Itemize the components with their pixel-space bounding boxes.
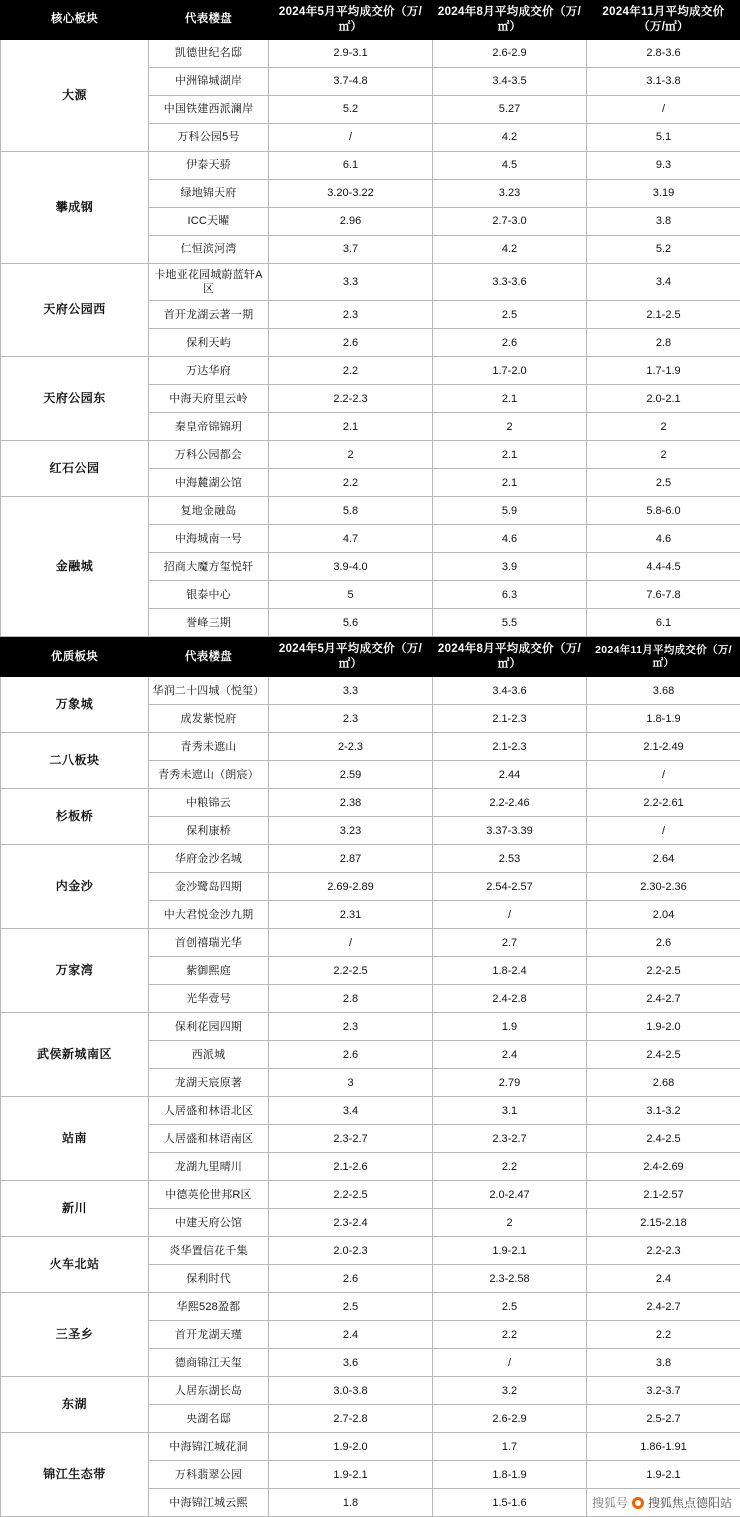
price-may-cell: 2.8 [269, 985, 433, 1013]
price-aug-cell: 2.1 [433, 469, 587, 497]
price-may-cell: 2.3 [269, 301, 433, 329]
price-may-cell: 2.2-2.3 [269, 385, 433, 413]
project-cell: 保利时代 [149, 1265, 269, 1293]
project-cell: 人居盛和林语北区 [149, 1097, 269, 1125]
project-cell: 西派城 [149, 1041, 269, 1069]
price-nov-cell: 3.1-3.8 [587, 67, 740, 95]
sector-cell: 红石公园 [1, 441, 149, 497]
price-may-cell: 5.8 [269, 497, 433, 525]
table-row [1, 263, 740, 301]
project-cell: 华润二十四城（悦玺） [149, 677, 269, 705]
price-may-cell: 2.38 [269, 789, 433, 817]
sector-cell: 武侯新城南区 [1, 1013, 149, 1097]
price-aug-cell: 2 [433, 1209, 587, 1237]
price-aug-cell: 2.54-2.57 [433, 873, 587, 901]
project-cell: 中德英伦世邦R区 [149, 1181, 269, 1209]
price-may-cell: 5 [269, 581, 433, 609]
price-nov-cell: 4.4-4.5 [587, 553, 740, 581]
project-cell: 首开龙湖云著一期 [149, 301, 269, 329]
price-aug-cell: 2.1 [433, 385, 587, 413]
project-cell: 龙湖天宸原著 [149, 1069, 269, 1097]
project-cell: 卡地亚花园城蔚蓝轩A区 [149, 263, 269, 301]
price-aug-cell: 2.0-2.47 [433, 1181, 587, 1209]
price-aug-cell: 4.6 [433, 525, 587, 553]
project-cell: 成发紫悦府 [149, 705, 269, 733]
price-nov-cell: 2.4-2.5 [587, 1125, 740, 1153]
price-may-cell: 5.6 [269, 609, 433, 637]
price-may-cell: 2.6 [269, 1265, 433, 1293]
price-aug-cell: 3.1 [433, 1097, 587, 1125]
price-aug-cell: 4.2 [433, 235, 587, 263]
project-cell: 光华壹号 [149, 985, 269, 1013]
project-cell: 青秀未遮山（朗宸） [149, 761, 269, 789]
price-aug-cell: 3.2 [433, 1377, 587, 1405]
price-may-cell: 2.4 [269, 1321, 433, 1349]
price-nov-cell: 6.1 [587, 609, 740, 637]
price-may-cell: 3.7-4.8 [269, 67, 433, 95]
project-cell: 中洲锦城湖岸 [149, 67, 269, 95]
sector-cell: 新川 [1, 1181, 149, 1237]
price-aug-cell: 2.1-2.3 [433, 705, 587, 733]
price-may-cell: 2.2 [269, 357, 433, 385]
price-aug-cell: 2.5 [433, 1293, 587, 1321]
price-aug-cell: 6.3 [433, 581, 587, 609]
price-may-cell: / [269, 123, 433, 151]
price-nov-cell: 3.8 [587, 207, 740, 235]
sector-cell: 杉板桥 [1, 789, 149, 845]
price-aug-cell: 5.9 [433, 497, 587, 525]
price-nov-cell: 2.2-2.3 [587, 1237, 740, 1265]
price-aug-cell: 3.23 [433, 179, 587, 207]
price-may-cell: 3 [269, 1069, 433, 1097]
price-nov-cell: 3.8 [587, 1349, 740, 1377]
price-aug-cell: 2.5 [433, 301, 587, 329]
price-nov-cell: 1.7-1.9 [587, 357, 740, 385]
sector-cell: 二八板块 [1, 733, 149, 789]
sector-cell: 站南 [1, 1097, 149, 1181]
table-row [1, 733, 740, 761]
table-row [1, 1433, 740, 1461]
watermark-account: 搜狐焦点德阳站 [648, 1494, 732, 1511]
price-may-cell: 3.3 [269, 677, 433, 705]
price-may-cell: 3.3 [269, 263, 433, 301]
price-may-cell: 3.20-3.22 [269, 179, 433, 207]
project-cell: 华熙528盈都 [149, 1293, 269, 1321]
price-nov-cell: 2.1-2.57 [587, 1181, 740, 1209]
project-cell: 万科公园5号 [149, 123, 269, 151]
project-cell: 仁恒滨河湾 [149, 235, 269, 263]
price-may-cell: 6.1 [269, 151, 433, 179]
price-may-cell: 2.1-2.6 [269, 1153, 433, 1181]
project-cell: 复地金融岛 [149, 497, 269, 525]
project-cell: 招商大魔方玺悦轩 [149, 553, 269, 581]
project-cell: 首开龙湖天瑾 [149, 1321, 269, 1349]
project-cell: 首创禧瑞光华 [149, 929, 269, 957]
price-aug-cell: 2.4-2.8 [433, 985, 587, 1013]
column-header-3: 2024年5月平均成交价（万/㎡） [269, 1, 433, 40]
project-cell: ICC天曜 [149, 207, 269, 235]
column-header-3: 2024年5月平均成交价（万/㎡） [269, 638, 433, 677]
price-may-cell: 2.3-2.7 [269, 1125, 433, 1153]
price-nov-cell: / [587, 761, 740, 789]
price-nov-cell: 3.19 [587, 179, 740, 207]
price-may-cell: 3.7 [269, 235, 433, 263]
watermark-label: 搜狐号 [592, 1494, 628, 1511]
price-nov-cell: 1.9-2.0 [587, 1013, 740, 1041]
sector-cell: 锦江生态带 [1, 1433, 149, 1517]
project-cell: 万科翡翠公园 [149, 1461, 269, 1489]
sector-cell: 金融城 [1, 497, 149, 637]
project-cell: 德商锦江天玺 [149, 1349, 269, 1377]
price-aug-cell: 3.9 [433, 553, 587, 581]
price-aug-cell: 5.27 [433, 95, 587, 123]
price-may-cell: 2.6 [269, 329, 433, 357]
price-may-cell: 4.7 [269, 525, 433, 553]
project-cell: 保利花园四期 [149, 1013, 269, 1041]
price-nov-cell: 2.5 [587, 469, 740, 497]
price-nov-cell: 2.2-2.5 [587, 957, 740, 985]
table-row [1, 151, 740, 179]
price-may-cell: 2.59 [269, 761, 433, 789]
sector-cell: 万家湾 [1, 929, 149, 1013]
price-aug-cell: 4.2 [433, 123, 587, 151]
price-may-cell: 2.2 [269, 469, 433, 497]
project-cell: 伊泰天骄 [149, 151, 269, 179]
price-nov-cell: 2.15-2.18 [587, 1209, 740, 1237]
price-may-cell: 2.9-3.1 [269, 39, 433, 67]
price-aug-cell: / [433, 1349, 587, 1377]
price-may-cell: 3.23 [269, 817, 433, 845]
price-may-cell: 2 [269, 441, 433, 469]
price-may-cell: 2.2-2.5 [269, 1181, 433, 1209]
price-nov-cell: 5.8-6.0 [587, 497, 740, 525]
project-cell: 炎华置信花千集 [149, 1237, 269, 1265]
price-may-cell: 5.2 [269, 95, 433, 123]
price-may-cell: 1.8 [269, 1489, 433, 1517]
price-nov-cell: 2.4-2.69 [587, 1153, 740, 1181]
price-aug-cell: 2.1 [433, 441, 587, 469]
price-nov-cell: 5.2 [587, 235, 740, 263]
price-nov-cell: 2.6 [587, 929, 740, 957]
price-aug-cell: 2.6-2.9 [433, 39, 587, 67]
price-nov-cell: 1.8-1.9 [587, 705, 740, 733]
table-row [1, 845, 740, 873]
column-header-2: 代表楼盘 [149, 638, 269, 677]
project-cell: 华府金沙名城 [149, 845, 269, 873]
table-row [1, 1013, 740, 1041]
sector-cell: 三圣乡 [1, 1293, 149, 1377]
price-nov-cell: 2.04 [587, 901, 740, 929]
sector-cell: 大源 [1, 39, 149, 151]
price-may-cell: 3.4 [269, 1097, 433, 1125]
price-nov-cell: 2.4-2.7 [587, 985, 740, 1013]
price-nov-cell: / [587, 95, 740, 123]
column-header-5: 2024年11月平均成交价（万/㎡） [587, 1, 740, 40]
price-nov-cell: 2.5-2.7 [587, 1405, 740, 1433]
price-may-cell: 2.3-2.4 [269, 1209, 433, 1237]
table-row [1, 1377, 740, 1405]
price-may-cell: 3.6 [269, 1349, 433, 1377]
sector-cell: 万象城 [1, 677, 149, 733]
price-nov-cell: 7.6-7.8 [587, 581, 740, 609]
price-may-cell: 2.7-2.8 [269, 1405, 433, 1433]
price-nov-cell: 3.1-3.2 [587, 1097, 740, 1125]
table-row [1, 497, 740, 525]
project-cell: 紫御熙庭 [149, 957, 269, 985]
project-cell: 中海城南一号 [149, 525, 269, 553]
price-may-cell: 1.9-2.0 [269, 1433, 433, 1461]
price-may-cell: 1.9-2.1 [269, 1461, 433, 1489]
price-may-cell: 2.96 [269, 207, 433, 235]
price-nov-cell: / [587, 817, 740, 845]
price-aug-cell: 3.4-3.6 [433, 677, 587, 705]
price-nov-cell: 2.0-2.1 [587, 385, 740, 413]
price-may-cell: 2.5 [269, 1293, 433, 1321]
project-cell: 人居盛和林语南区 [149, 1125, 269, 1153]
price-table-2 [0, 637, 740, 1517]
table-row [1, 441, 740, 469]
project-cell: 中海锦江城花洞 [149, 1433, 269, 1461]
project-cell: 万科公园都会 [149, 441, 269, 469]
price-may-cell: 3.9-4.0 [269, 553, 433, 581]
table-row [1, 357, 740, 385]
price-aug-cell: 2.6-2.9 [433, 1405, 587, 1433]
sector-cell: 攀成钢 [1, 151, 149, 263]
price-table-1 [0, 0, 740, 637]
price-nov-cell: 4.6 [587, 525, 740, 553]
price-aug-cell: 2.4 [433, 1041, 587, 1069]
price-aug-cell: 2.3-2.7 [433, 1125, 587, 1153]
price-nov-cell: 1.86-1.91 [587, 1433, 740, 1461]
table-row [1, 1293, 740, 1321]
project-cell: 保利康桥 [149, 817, 269, 845]
project-cell: 中海麓湖公馆 [149, 469, 269, 497]
price-may-cell: 2.3 [269, 705, 433, 733]
price-aug-cell: 1.8-1.9 [433, 1461, 587, 1489]
sector-cell: 火车北站 [1, 1237, 149, 1293]
table-row [1, 1097, 740, 1125]
project-cell: 中粮锦云 [149, 789, 269, 817]
column-header-4: 2024年8月平均成交价（万/㎡） [433, 638, 587, 677]
project-cell: 金沙鹭岛四期 [149, 873, 269, 901]
price-aug-cell: 1.7-2.0 [433, 357, 587, 385]
project-cell: 万达华府 [149, 357, 269, 385]
price-may-cell: 3.0-3.8 [269, 1377, 433, 1405]
price-aug-cell: 2.2 [433, 1153, 587, 1181]
column-header-1: 优质板块 [1, 638, 149, 677]
project-cell: 绿地锦天府 [149, 179, 269, 207]
project-cell: 秦皇帝锦锦玥 [149, 413, 269, 441]
price-nov-cell: 2 [587, 441, 740, 469]
price-aug-cell: 2.7-3.0 [433, 207, 587, 235]
table-header-row [1, 638, 740, 677]
price-aug-cell: 2.7 [433, 929, 587, 957]
price-aug-cell: 1.9-2.1 [433, 1237, 587, 1265]
price-aug-cell: 1.5-1.6 [433, 1489, 587, 1517]
price-may-cell: 2.31 [269, 901, 433, 929]
price-nov-cell: 2.30-2.36 [587, 873, 740, 901]
price-nov-cell: 3.4 [587, 263, 740, 301]
price-aug-cell: 3.3-3.6 [433, 263, 587, 301]
price-may-cell: 2.87 [269, 845, 433, 873]
price-nov-cell: 2.8 [587, 329, 740, 357]
table-row [1, 39, 740, 67]
price-may-cell: / [269, 929, 433, 957]
price-nov-cell: 2.4-2.5 [587, 1041, 740, 1069]
price-aug-cell: 2.2-2.46 [433, 789, 587, 817]
project-cell: 青秀未遮山 [149, 733, 269, 761]
project-cell: 保利天屿 [149, 329, 269, 357]
project-cell: 中海锦江城云熙 [149, 1489, 269, 1517]
project-cell: 人居东湖长岛 [149, 1377, 269, 1405]
price-may-cell: 2.3 [269, 1013, 433, 1041]
price-aug-cell: 2.44 [433, 761, 587, 789]
price-may-cell: 2.69-2.89 [269, 873, 433, 901]
price-nov-cell: 3.68 [587, 677, 740, 705]
sector-cell: 天府公园东 [1, 357, 149, 441]
price-aug-cell: 2.79 [433, 1069, 587, 1097]
price-nov-cell: 1.9-2.1 [587, 1461, 740, 1489]
price-aug-cell: 3.4-3.5 [433, 67, 587, 95]
column-header-5: 2024年11月平均成交价（万/㎡） [587, 638, 740, 677]
price-nov-cell: 2.1-2.5 [587, 301, 740, 329]
price-nov-cell: 2.2-2.61 [587, 789, 740, 817]
price-aug-cell: 5.5 [433, 609, 587, 637]
table-row [1, 677, 740, 705]
project-cell: 中建天府公馆 [149, 1209, 269, 1237]
price-nov-cell: 5.1 [587, 123, 740, 151]
price-nov-cell: 2.4-2.7 [587, 1293, 740, 1321]
price-nov-cell: 9.3 [587, 151, 740, 179]
price-nov-cell: 2 [587, 413, 740, 441]
price-may-cell: 2.6 [269, 1041, 433, 1069]
sector-cell: 天府公园西 [1, 263, 149, 357]
price-nov-cell: 2.4 [587, 1265, 740, 1293]
price-aug-cell: 4.5 [433, 151, 587, 179]
price-nov-cell: 2.2 [587, 1321, 740, 1349]
table-row [1, 1181, 740, 1209]
project-cell: 龙湖九里晴川 [149, 1153, 269, 1181]
price-aug-cell: 2.6 [433, 329, 587, 357]
project-cell: 中大君悦金沙九期 [149, 901, 269, 929]
price-aug-cell: 2.53 [433, 845, 587, 873]
table-row [1, 929, 740, 957]
table-row [1, 1237, 740, 1265]
price-aug-cell: 2.3-2.58 [433, 1265, 587, 1293]
column-header-1: 核心板块 [1, 1, 149, 40]
column-header-2: 代表楼盘 [149, 1, 269, 40]
project-cell: 央湖名邸 [149, 1405, 269, 1433]
price-aug-cell: 2.2 [433, 1321, 587, 1349]
project-cell: 誉峰三期 [149, 609, 269, 637]
project-cell: 中国铁建西派澜岸 [149, 95, 269, 123]
project-cell: 凯德世纪名邸 [149, 39, 269, 67]
price-may-cell: 2-2.3 [269, 733, 433, 761]
price-aug-cell: 3.37-3.39 [433, 817, 587, 845]
sector-cell: 内金沙 [1, 845, 149, 929]
price-may-cell: 2.2-2.5 [269, 957, 433, 985]
watermark [592, 1494, 732, 1511]
price-may-cell: 2.0-2.3 [269, 1237, 433, 1265]
price-nov-cell: 2.8-3.6 [587, 39, 740, 67]
price-aug-cell: 1.9 [433, 1013, 587, 1041]
price-nov-cell: 2.64 [587, 845, 740, 873]
price-nov-cell: 3.2-3.7 [587, 1377, 740, 1405]
price-nov-cell: 2.1-2.49 [587, 733, 740, 761]
price-may-cell: 2.1 [269, 413, 433, 441]
table-header-row [1, 1, 740, 40]
price-aug-cell: / [433, 901, 587, 929]
price-aug-cell: 1.7 [433, 1433, 587, 1461]
price-aug-cell: 1.8-2.4 [433, 957, 587, 985]
project-cell: 中海天府里云岭 [149, 385, 269, 413]
sector-cell: 东湖 [1, 1377, 149, 1433]
column-header-4: 2024年8月平均成交价（万/㎡） [433, 1, 587, 40]
price-nov-cell: 2.68 [587, 1069, 740, 1097]
price-aug-cell: 2.1-2.3 [433, 733, 587, 761]
project-cell: 银泰中心 [149, 581, 269, 609]
price-aug-cell: 2 [433, 413, 587, 441]
table-row [1, 789, 740, 817]
